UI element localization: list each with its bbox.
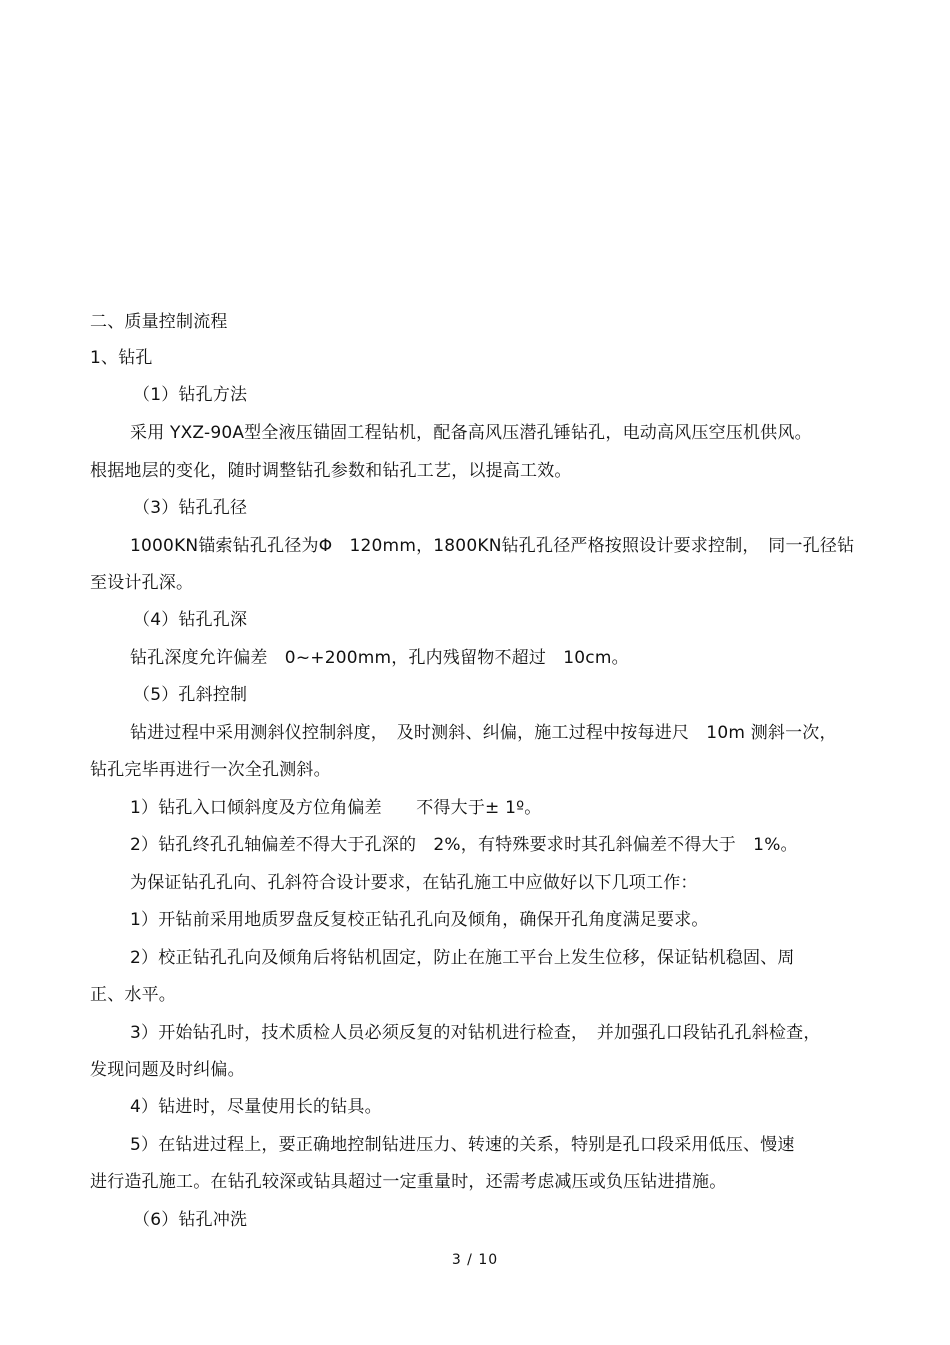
subsection-heading: 1、钻孔 [90,348,153,368]
paragraph-line: 钻孔深度允许偏差 0~+200mm，孔内残留物不超过 10cm。 [130,648,629,668]
list-item-continuation: 发现问题及时纠偏。 [90,1060,245,1080]
paragraph-line: 根据地层的变化，随时调整钻孔参数和钻孔工艺，以提高工效。 [90,461,572,481]
list-item: 3）开始钻孔时，技术质检人员必须反复的对钻机进行检查， 并加强孔口段钻孔孔斜检查， [130,1023,821,1043]
list-item: 2）校正钻孔孔向及倾角后将钻机固定，防止在施工平台上发生位移，保证钻机稳固、周 [130,948,795,968]
list-item: 1）开钻前采用地质罗盘反复校正钻孔孔向及倾角，确保开孔角度满足要求。 [130,910,709,930]
list-item: 5）在钻进过程上，要正确地控制钻进压力、转速的关系，特别是孔口段采用低压、慢速 [130,1135,795,1155]
list-item-continuation: 正、水平。 [90,985,176,1005]
item-heading: （4）钻孔孔深 [133,610,248,630]
list-item: 2）钻孔终孔孔轴偏差不得大于孔深的 2%，有特殊要求时其孔斜偏差不得大于 1%。 [130,835,798,855]
section-heading: 二、质量控制流程 [90,312,228,332]
item-heading: （3）钻孔孔径 [133,498,248,518]
list-item: 4）钻进时，尽量使用长的钻具。 [130,1097,382,1117]
paragraph-line: 至设计孔深。 [90,573,194,593]
list-item: 1）钻孔入口倾斜度及方位角偏差 不得大于± 1º。 [130,798,542,818]
paragraph-line: 钻孔完毕再进行一次全孔测斜。 [90,760,331,780]
page-number: 3 / 10 [451,1252,499,1268]
paragraph-line: 钻进过程中采用测斜仪控制斜度， 及时测斜、纠偏，施工过程中按每进尺 10m 测斜一次， [130,723,837,743]
paragraph-line: 采用 YXZ-90A型全液压锚固工程钻机，配备高风压潜孔锤钻孔，电动高风压空压机供风。 [130,423,812,443]
item-heading: （1）钻孔方法 [133,385,248,405]
list-item-continuation: 进行造孔施工。在钻孔较深或钻具超过一定重量时，还需考虑减压或负压钻进措施。 [90,1172,727,1192]
item-heading: （5）孔斜控制 [133,685,248,705]
paragraph-line: 为保证钻孔孔向、孔斜符合设计要求，在钻孔施工中应做好以下几项工作： [130,873,698,893]
paragraph-line: 1000KN锚索钻孔孔径为Φ 120mm，1800KN钻孔孔径严格按照设计要求控制， 同一孔径钻 [130,536,855,556]
item-heading: （6）钻孔冲洗 [133,1210,248,1230]
